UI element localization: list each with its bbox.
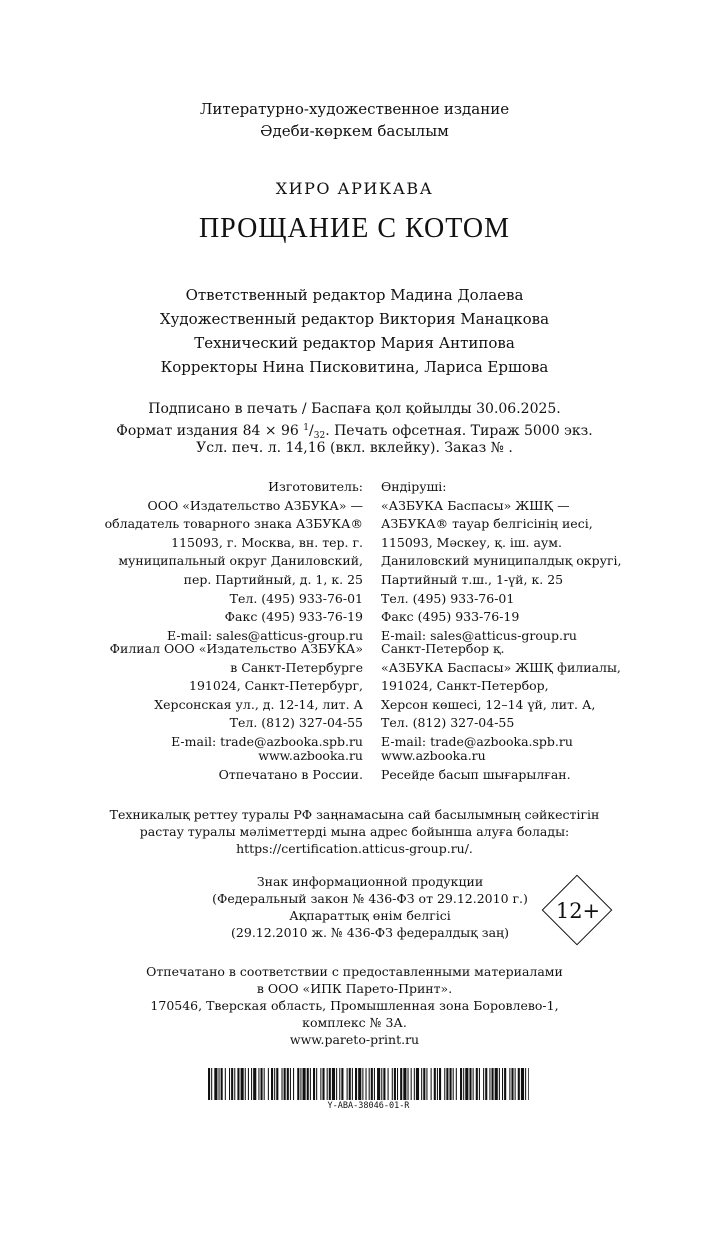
barcode-bar: [271, 1068, 273, 1100]
printer-line: Отпечатано в соответствии с предоставленными материалами: [146, 964, 563, 979]
barcode-bar: [383, 1068, 385, 1100]
barcode-bar: [341, 1068, 343, 1100]
barcode-bar: [241, 1068, 244, 1100]
barcode-bar: [509, 1068, 510, 1100]
text-line: Тел. (495) 933-76-01: [229, 590, 363, 606]
barcode-bar: [377, 1068, 380, 1100]
barcode-bar: [264, 1068, 265, 1100]
barcode-bar: [229, 1068, 230, 1100]
text-line: E-mail: sales@atticus-group.ru: [381, 627, 577, 643]
website-kz: www.azbooka.ru: [381, 748, 486, 763]
barcode-bar: [251, 1068, 252, 1100]
barcode-bar: [310, 1068, 311, 1100]
order-line: Усл. печ. л. 14,16 (вкл. вклейку). Заказ № .: [196, 440, 513, 456]
text-line: E-mail: sales@atticus-group.ru: [167, 627, 363, 643]
text-line: E-mail: trade@azbooka.spb.ru: [171, 733, 363, 749]
barcode-bar: [434, 1068, 436, 1100]
barcode-bar: [274, 1068, 275, 1100]
barcode-bar: [284, 1068, 286, 1100]
text-line: Тел. (812) 327-04-55: [381, 715, 515, 731]
barcode-bar: [400, 1068, 402, 1100]
barcode-bar: [518, 1068, 520, 1100]
barcode-bar: [495, 1068, 498, 1100]
barcode-bar: [320, 1068, 321, 1100]
age-rating: 12+: [555, 899, 601, 923]
barcode-bar: [248, 1068, 249, 1100]
barcode-bar: [521, 1068, 524, 1100]
printer-website: www.pareto-print.ru: [289, 1032, 420, 1047]
text-line: (29.12.2010 ж. № 436-ФЗ федералдық заң): [231, 925, 509, 940]
text-line: 191024, Санкт-Петербор,: [381, 678, 549, 694]
printed-in-russia: Отпечатано в России.: [218, 766, 363, 782]
barcode-bar: [336, 1068, 337, 1100]
barcode-bar: [307, 1068, 309, 1100]
barcode-bar: [300, 1068, 301, 1100]
barcode-bar: [355, 1068, 357, 1100]
signed-date: Подписано в печать / Баспаға қол қойылды 30.06.2025.: [148, 401, 561, 417]
barcode-bar: [297, 1068, 299, 1100]
barcode-bar: [511, 1068, 513, 1100]
barcode-bar: [397, 1068, 398, 1100]
barcode-bar: [237, 1068, 239, 1100]
text-line: 115093, г. Москва, вн. тер. г.: [171, 534, 363, 550]
barcode-bar: [456, 1068, 457, 1100]
barcode-bar: [347, 1068, 348, 1100]
text-line: Партийный т.ш., 1-үй, к. 25: [381, 571, 564, 587]
publisher-ru-block2: [110, 640, 363, 752]
credit-line: Корректоры Нина Писковитина, Лариса Ершова: [160, 358, 549, 376]
barcode-bar: [221, 1068, 223, 1100]
publisher-kz-block2: [381, 640, 621, 752]
format-denominator: 32: [313, 431, 326, 441]
barcode-bar: [234, 1068, 235, 1100]
printer-line: комплекс № 3А.: [302, 1015, 407, 1030]
text-line: 115093, Мәскеу, қ. іш. аум.: [381, 534, 562, 550]
barcode-bar: [437, 1068, 438, 1100]
text-line: 191024, Санкт-Петербург,: [189, 678, 363, 694]
barcode-bar: [450, 1068, 452, 1100]
barcode-bar: [423, 1068, 425, 1100]
barcode-bar: [261, 1068, 263, 1100]
barcode-bar: [225, 1068, 226, 1100]
barcode-bar: [473, 1068, 474, 1100]
barcode-bar: [525, 1068, 526, 1100]
barcode-bar: [245, 1068, 246, 1100]
barcode-bar: [453, 1068, 454, 1100]
barcode-bar: [388, 1068, 389, 1100]
barcode-bar: [282, 1068, 283, 1100]
barcode-bar: [439, 1068, 441, 1100]
barcode-bar: [502, 1068, 503, 1100]
website-ru: www.azbooka.ru: [258, 748, 363, 763]
barcode-bar: [349, 1068, 351, 1100]
barcode-bar: [485, 1068, 487, 1100]
barcode-bar: [489, 1068, 490, 1100]
credit-line: Технический редактор Мария Антипова: [194, 334, 515, 352]
barcode-bar: [444, 1068, 445, 1100]
barcode-bar: [352, 1068, 353, 1100]
barcode-bar: [394, 1068, 396, 1100]
barcode-bar: [290, 1068, 291, 1100]
author-name: ХИРО АРИКАВА: [275, 179, 434, 198]
printer-line: 170546, Тверская область, Промышленная зона Боровлево-1,: [150, 998, 559, 1013]
format-prefix: Формат издания 84 × 96: [116, 423, 304, 439]
barcode-bar: [253, 1068, 256, 1100]
barcode-bar: [211, 1068, 212, 1100]
text-line: муниципальный округ Даниловский,: [118, 553, 363, 569]
text-line: Изготовитель:: [268, 479, 363, 494]
publisher-kz-block3: [381, 747, 571, 784]
barcode-bar: [421, 1068, 422, 1100]
barcode-bar: [460, 1068, 462, 1100]
text-line: в Санкт-Петербурге: [230, 659, 363, 675]
barcode-bar: [322, 1068, 324, 1100]
text-line: Знак информационной продукции: [256, 874, 484, 889]
barcode-bar: [329, 1068, 331, 1100]
barcode-bar: [293, 1068, 294, 1100]
text-line: Өндіруші:: [381, 479, 447, 494]
text-line: «АЗБУКА Баспасы» ЖШҚ филиалы,: [381, 659, 621, 675]
barcode-bar: [276, 1068, 278, 1100]
text-line: Тел. (812) 327-04-55: [229, 715, 363, 731]
barcode-bar: [327, 1068, 328, 1100]
publisher-kz-block1: [381, 478, 621, 645]
publisher-ru-block1: [105, 478, 363, 645]
printer-line: в ООО «ИПК Парето-Принт».: [256, 981, 453, 996]
barcode-bar: [426, 1068, 427, 1100]
text-line: АЗБУКА® тауар белгісінің иесі,: [381, 516, 593, 532]
barcode-graphic: [208, 1068, 529, 1100]
info-sign-block: [170, 873, 570, 941]
barcode-bar: [316, 1068, 317, 1100]
barcode-bar: [339, 1068, 340, 1100]
barcode-bar: [374, 1068, 375, 1100]
certification-line: Техникалық реттеу туралы РФ заңнамасына сай басылымның сәйкестігін: [109, 807, 600, 822]
barcode-bar: [214, 1068, 217, 1100]
edition-type-ru: Литературно-художественное издание: [199, 100, 510, 118]
barcode-bar: [515, 1068, 516, 1100]
barcode-bar: [313, 1068, 315, 1100]
barcode-bar: [358, 1068, 361, 1100]
barcode-bar: [446, 1068, 448, 1100]
text-line: Санкт-Петербор қ.: [381, 641, 505, 656]
barcode-bar: [332, 1068, 335, 1100]
barcode-bar: [483, 1068, 484, 1100]
barcode-bar: [463, 1068, 464, 1100]
edition-type-kz: Әдеби-көркем басылым: [260, 122, 449, 140]
format-numerator: 1: [303, 423, 310, 433]
text-line: «АЗБУКА Баспасы» ЖШҚ —: [381, 497, 570, 513]
barcode-bar: [303, 1068, 306, 1100]
certification-url: https://certification.atticus-group.ru/.: [236, 841, 473, 856]
barcode-bar: [403, 1068, 406, 1100]
barcode-bar: [381, 1068, 382, 1100]
barcode-bar: [499, 1068, 500, 1100]
barcode-bar: [479, 1068, 480, 1100]
format-slash: /: [309, 423, 314, 439]
barcode-bar: [371, 1068, 373, 1100]
barcode-bar: [287, 1068, 289, 1100]
format-suffix: . Печать офсетная. Тираж 5000 экз.: [325, 423, 593, 439]
barcode-bar: [414, 1068, 415, 1100]
text-line: Херсон көшесі, 12–14 үй, лит. А,: [381, 696, 596, 712]
barcode-bar: [366, 1068, 367, 1100]
barcode-bar: [465, 1068, 468, 1100]
barcode-bar: [492, 1068, 494, 1100]
text-line: Филиал ООО «Издательство АЗБУКА»: [109, 641, 363, 656]
barcode-bar: [392, 1068, 393, 1100]
barcode-bar: [431, 1068, 432, 1100]
credit-line: Ответственный редактор Мадина Долаева: [185, 286, 524, 304]
barcode-bar: [268, 1068, 269, 1100]
text-line: Ақпараттық өнім белгісі: [289, 908, 451, 923]
text-line: Даниловский муниципалдық округі,: [381, 553, 622, 569]
text-line: Тел. (495) 933-76-01: [381, 590, 515, 606]
barcode-bar: [476, 1068, 478, 1100]
text-line: Факс (495) 933-76-19: [381, 609, 520, 625]
barcode-bar: [408, 1068, 409, 1100]
printed-in-russia-kz: Ресейде басып шығарылған.: [381, 766, 571, 782]
barcode-bar: [219, 1068, 220, 1100]
barcode-bar: [504, 1068, 506, 1100]
barcode-bar: [208, 1068, 210, 1100]
text-line: ООО «Издательство АЗБУКА» —: [147, 497, 363, 513]
barcode-bar: [469, 1068, 471, 1100]
barcode-bar: [258, 1068, 259, 1100]
barcode-bar: [416, 1068, 419, 1100]
barcode-bar: [528, 1068, 529, 1100]
barcode-bar: [231, 1068, 233, 1100]
text-line: (Федеральный закон № 436-ФЗ от 29.12.2010 г.): [212, 891, 528, 906]
text-line: E-mail: trade@azbooka.spb.ru: [381, 733, 573, 749]
text-line: обладатель товарного знака АЗБУКА®: [104, 516, 363, 532]
barcode-bar: [411, 1068, 412, 1100]
certification-line: растау туралы мәліметтерді мына адрес бойынша алуға болады:: [139, 824, 570, 839]
text-line: Херсонская ул., д. 12-14, лит. А: [154, 696, 363, 712]
credit-line: Художественный редактор Виктория Манацкова: [159, 310, 550, 328]
barcode-bar: [369, 1068, 370, 1100]
barcode-bar: [362, 1068, 363, 1100]
barcode-text: Y-ABA-38046-01-R: [327, 1101, 410, 1111]
book-title: ПРОЩАНИЕ С КОТОМ: [198, 213, 511, 244]
text-line: Факс (495) 933-76-19: [224, 609, 363, 625]
publisher-ru-block3: [219, 747, 363, 784]
text-line: пер. Партийный, д. 1, к. 25: [183, 571, 363, 587]
